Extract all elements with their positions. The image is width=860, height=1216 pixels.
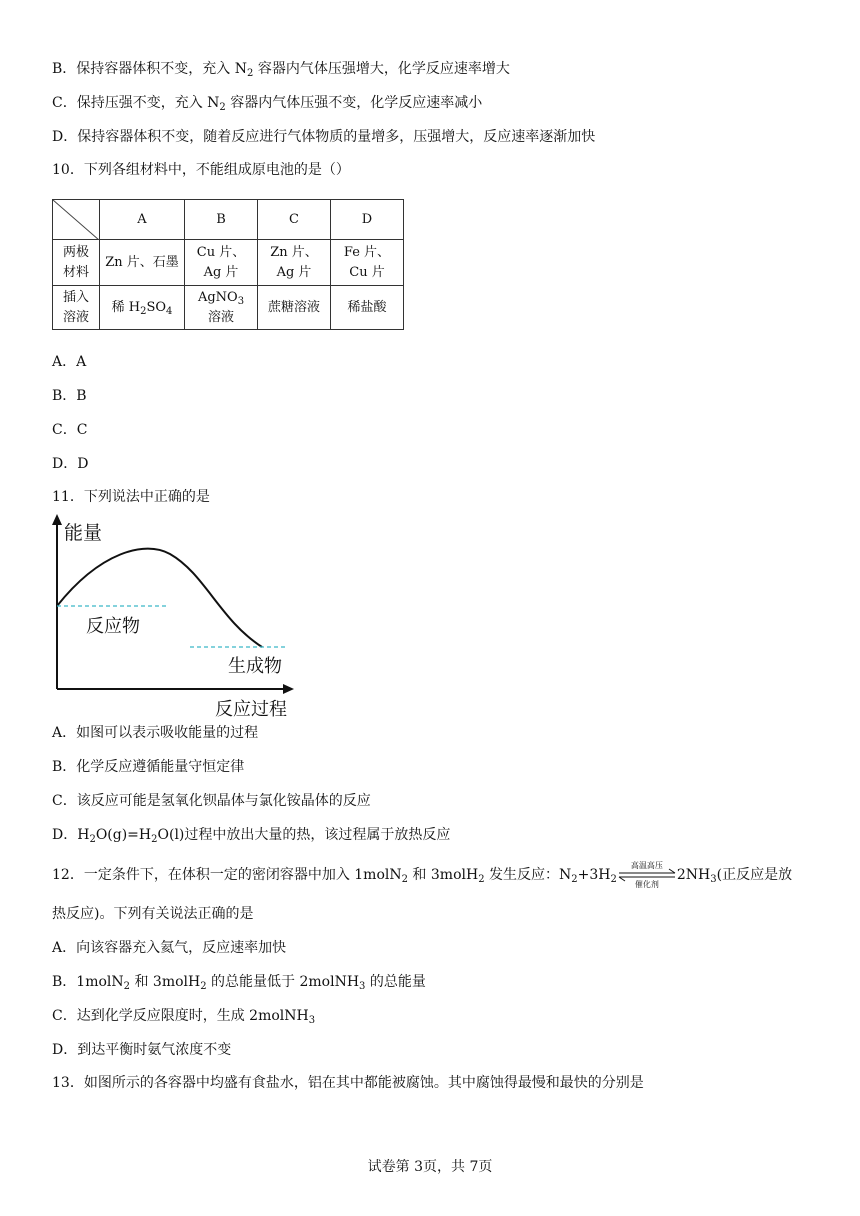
q12-option-b: B．1molN$_2$ 和 3molH$_2$ 的总能量低于 2molNH$_3$ 的总能量 bbox=[52, 974, 426, 992]
q12-stem-line1: 12．一定条件下，在体积一定的密闭容器中加入 1molN$_2$ 和 3molH$_2$ 发生反应：$N_2+3H_2$ 高温高压 催化剂 $2NH_3$(正反应是放 bbox=[52, 861, 793, 889]
q10-option-c: C．C bbox=[52, 422, 88, 438]
diagonal-line bbox=[53, 200, 99, 240]
table-header-c: C bbox=[258, 200, 331, 240]
q9-option-b: B．保持容器体积不变，充入 $N_2$ 容器内气体压强增大，化学反应速率增大 bbox=[52, 61, 510, 79]
reactant-label: 反应物 bbox=[86, 616, 140, 637]
arrow-condition-bottom: 催化剂 bbox=[634, 880, 659, 889]
q12-option-d: D．到达平衡时氨气浓度不变 bbox=[52, 1042, 232, 1058]
table-header-b: B bbox=[185, 200, 258, 240]
q10-stem: 10．下列各组材料中，不能组成原电池的是（） bbox=[52, 162, 350, 178]
q12-option-a: A．向该容器充入氦气，反应速率加快 bbox=[52, 940, 287, 956]
q10-option-d: D．D bbox=[52, 456, 89, 472]
product-label: 生成物 bbox=[228, 656, 282, 677]
reversible-arrow bbox=[617, 861, 677, 889]
x-axis-arrow bbox=[283, 684, 294, 694]
page-footer: 试卷第 3页，共 7页 bbox=[367, 1159, 493, 1175]
q12-option-c: C．达到化学反应限度时，生成 2molNH$_3$ bbox=[52, 1008, 316, 1026]
q11-option-a: A．如图可以表示吸收能量的过程 bbox=[52, 725, 259, 741]
cell-a-electrodes: Zn 片、石墨 bbox=[100, 240, 185, 286]
q10-option-a: A．A bbox=[52, 354, 87, 370]
cell-c-solution: 蔗糖溶液 bbox=[258, 286, 331, 330]
q11-option-b: B．化学反应遵循能量守恒定律 bbox=[52, 759, 245, 775]
cell-b-electrodes: Cu 片、 Ag 片 bbox=[185, 240, 258, 286]
q12-stem-line2: 热反应)。下列有关说法正确的是 bbox=[52, 906, 254, 922]
cell-b-solution: AgNO$_3$ 溶液 bbox=[185, 286, 258, 330]
y-axis-arrow bbox=[52, 514, 62, 525]
table-header-d: D bbox=[331, 200, 404, 240]
cell-a-solution: 稀 $H_2SO_4$ bbox=[100, 286, 185, 330]
q10-materials-table bbox=[52, 199, 404, 330]
q9-option-c: C．保持压强不变，充入 $N_2$ 容器内气体压强不变，化学反应速率减小 bbox=[52, 95, 483, 113]
energy-diagram bbox=[40, 512, 310, 722]
arrow-condition-top: 高温高压 bbox=[630, 861, 663, 870]
table-corner-cell bbox=[53, 200, 100, 240]
cell-c-electrodes: Zn 片、 Ag 片 bbox=[258, 240, 331, 286]
x-axis-label: 反应过程 bbox=[215, 699, 287, 720]
row-label-electrodes: 两极 材料 bbox=[53, 240, 100, 286]
y-axis-label: 能量 bbox=[64, 522, 103, 544]
q11-option-c: C．该反应可能是氢氧化钡晶体与氯化铵晶体的反应 bbox=[52, 793, 371, 809]
q10-option-b: B．B bbox=[52, 388, 87, 404]
cell-d-solution: 稀盐酸 bbox=[331, 286, 404, 330]
q13-stem: 13．如图所示的各容器中均盛有食盐水，铝在其中都能被腐蚀。其中腐蚀得最慢和最快的分别是 bbox=[52, 1075, 644, 1091]
cell-d-electrodes: Fe 片、 Cu 片 bbox=[331, 240, 404, 286]
q11-stem: 11．下列说法中正确的是 bbox=[52, 489, 210, 505]
q11-option-d: D．$H_2O(g)=H_2O(l)$过程中放出大量的热，该过程属于放热反应 bbox=[52, 827, 451, 845]
table-header-a: A bbox=[100, 200, 185, 240]
row-label-solution: 插入 溶液 bbox=[53, 286, 100, 330]
q9-option-d: D．保持容器体积不变，随着反应进行气体物质的量增多，压强增大，反应速率逐渐加快 bbox=[52, 129, 596, 145]
